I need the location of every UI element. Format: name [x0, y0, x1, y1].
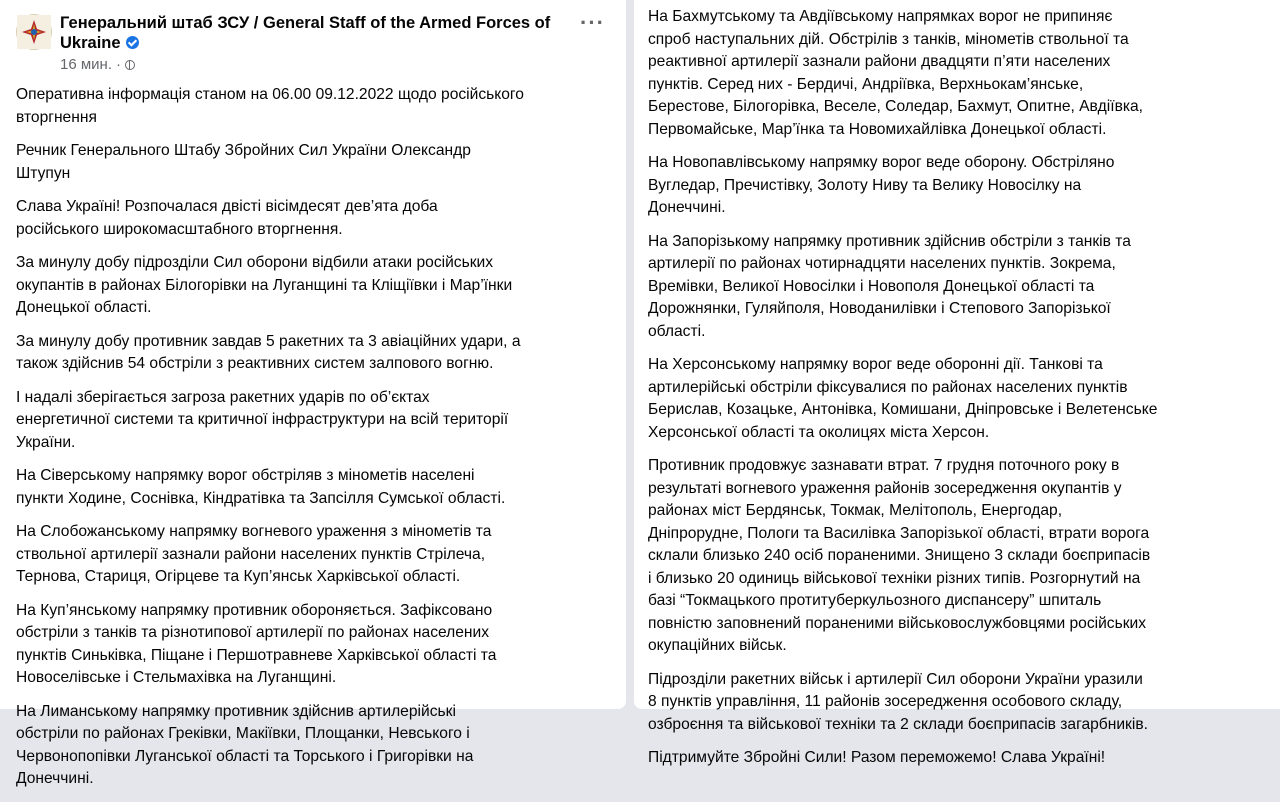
meta-separator: ·: [116, 56, 121, 73]
post-timestamp[interactable]: 16 мин.: [60, 56, 112, 73]
post-paragraph: За минулу добу підрозділи Сил оборони відбили атаки російських окупантів в районах Білогорівки на Луганщині та Кліщіївки і Мар’їнки Донецької області.: [16, 254, 513, 316]
post-paragraph: На Новопавлівському напрямку ворог веде оборону. Обстріляно Вугледар, Пречистівку, Золоту Ниву та Велику Новосілку на Донеччині.: [648, 154, 1115, 216]
globe-icon[interactable]: [125, 60, 135, 70]
post-paragraph: Оперативна інформація станом на 06.00 09.12.2022 щодо російського вторгнення: [16, 86, 524, 126]
page-name-link[interactable]: [60, 13, 570, 53]
post-paragraph: На Куп’янському напрямку противник обороняється. Зафіксовано обстріли з танків та різнотипової артилерії по районах населених пунктів Синьківка, Піщане і Першотравневе Харківської області та Новоселівське і Стельмахівка на Луганщині.: [16, 601, 497, 686]
page-avatar[interactable]: [16, 14, 52, 50]
post-header: [16, 10, 610, 76]
more-options-icon[interactable]: ···: [580, 10, 605, 35]
post-paragraph: Противник продовжує зазнавати втрат. 7 грудня поточного року в результаті вогневого ураження районів зосередження окупантів у районах міст Бердянськ, Токмак, Мелітополь, Енергодар, Дніпрорудне, Пологи та Василівка Запорізької області, втрати ворога склали близько 240 осіб пораненими. Знищено 3 склади боєприпасів і близько 20 одиниць військової техніки різних типів. Розгорнутий на базі “Токмацького протитуберкульозного диспансеру” шпиталь повністю заповнений пораненими військовослужбовцями російських окупаційних військ.: [648, 457, 1151, 654]
page-name[interactable]: Генеральний штаб ЗСУ / General Staff of the Armed Forces of Ukraine: [60, 14, 551, 52]
post-paragraph: На Лиманському напрямку противник здійснив артилерійські обстріли по районах Греківки, Макіївки, Площанки, Невського і Червонопопівки Луганської області та Торського і Григорівки на Донеччині.: [16, 702, 474, 787]
post-text-left: [16, 84, 616, 802]
post-paragraph: І надалі зберігається загроза ракетних ударів по об’єктах енергетичної системи та критичної інфраструктури на всій території України.: [16, 388, 509, 451]
post-paragraph: Слава Україні! Розпочалася двісті вісімдесят дев’ята доба російського широкомасштабного вторгнення.: [16, 198, 438, 238]
post-paragraph: На Бахмутському та Авдіївському напрямках ворог не припиняє спроб наступальних дій. Обстрілів з танків, мінометів ствольної та реактивної артилерії зазнали райони двадцяти п’яти населених пунктів. Серед них - Бердичі, Андріївка, Верхньокам’янське, Берестове, Білогорівка, Веселе, Соледар, Бахмут, Опитне, Авдіївка, Первомайське, Мар’їнка та Новомихайлівка Донецької області.: [648, 8, 1144, 138]
post-left-column: [0, 0, 626, 787]
post-paragraph: На Херсонському напрямку ворог веде оборонні дії. Танкові та артилерійські обстріли фіксувалися по районах населених пунктів Берислав, Козацьке, Антонівка, Комишани, Дніпровське і Велетенське Херсонської області та околицях міста Херсон.: [648, 356, 1158, 441]
general-staff-emblem-icon: [17, 15, 51, 49]
post-text-right: [648, 6, 1273, 781]
post-paragraph: За минулу добу противник завдав 5 ракетних та 3 авіаційних удари, а також здійснив 54 обстріли з реактивних систем залпового вогню.: [16, 332, 521, 372]
post-paragraph: Підрозділи ракетних військ і артилерії Сил оборони України уразили 8 пунктів управління, 11 районів зосередження особового складу, озброєння та військової техніки та 2 склади боєприпасів загарбників.: [648, 670, 1148, 733]
post-paragraph: Підтримуйте Збройні Сили! Разом переможемо! Слава Україні!: [648, 749, 1106, 766]
post-paragraph: На Сіверському напрямку ворог обстріляв з мінометів населені пункти Ходине, Соснівка, Кіндратівка та Запсілля Сумської області.: [16, 467, 506, 507]
verified-badge-icon: [126, 36, 139, 49]
post-paragraph: На Слобожанському напрямку вогневого ураження з мінометів та ствольної артилерії зазнали райони населених пунктів Стрілеча, Тернова, Стариця, Огірцеве та Куп’янськ Харківської області.: [16, 523, 492, 585]
post-right-column: [634, 0, 1280, 766]
post-meta: [60, 56, 135, 74]
post-paragraph: На Запорізькому напрямку противник здійснив обстріли з танків та артилерії по районах чотирнадцяти населених пунктів. Зокрема, Времівки, Великої Новосілки і Новополя Донецької області та Дорожнянки, Гуляйполя, Новоданилівки і Степового Запорізької області.: [648, 232, 1131, 340]
post-paragraph: Речник Генерального Штабу Збройних Сил України Олександр Штупун: [16, 142, 471, 182]
